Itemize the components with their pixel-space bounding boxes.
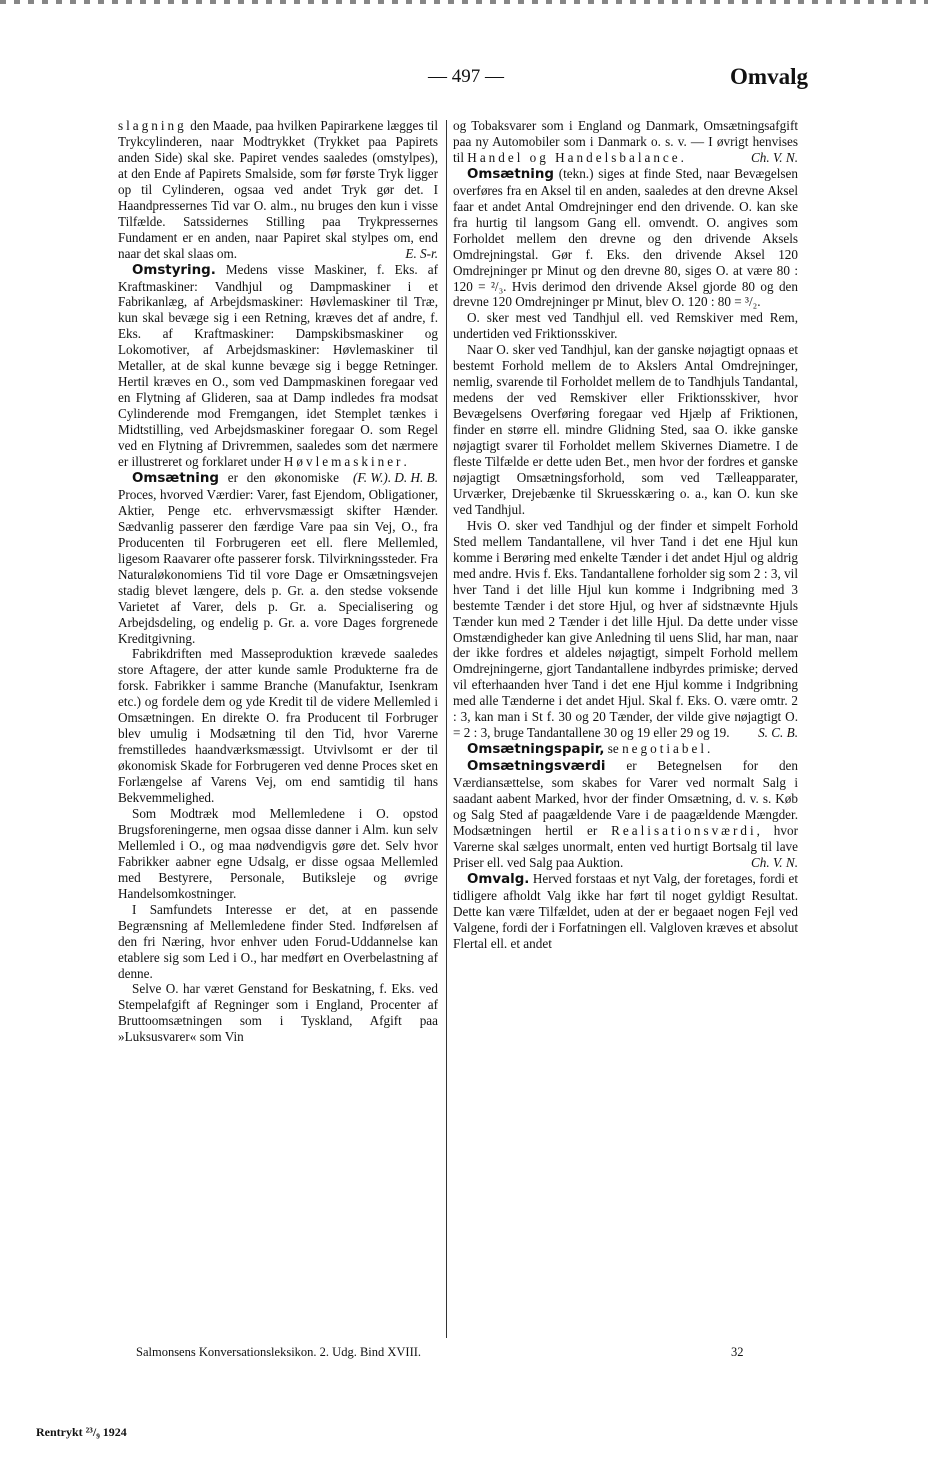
article-paragraph: [118, 806, 438, 902]
article-paragraph: [453, 310, 798, 342]
paragraph-text: er den økonomiske Proces, hvorved Værdier: Varer, fast Ejendom, Obligationer, Aktier, Penge etc. erhvervsmæssigt skifter Hænder. Sædvanlig passerer den færdige Vare paa sin Vej, O., fra Producenten til Forbrugeren eet ell. flere Mellemled, ligesom Raavarer ofte passerer forsk. Tilvirkningssteder. Fra Naturaløkonomiens Tid til vore Dage er Omsætningsvejen stadig blevet længere, dels p. Gr. a. den stedse voksende Varietet af Varer, dels p. Gr. a. Specialisering og Arbejdsdeling, og endelig p. Gr. a. vore Dages forgrenede Kreditgivning.: [118, 469, 438, 646]
paragraph-text: Medens visse Maskiner, f. Eks. af Kraftmaskiner: Vandhjul og Dampmaskiner i et Fabrikanlæg, af Arbejdsmaskiner: Høvlemaskiner til Træ, kun skal bevæge sig i een Retning, kræves det af andre, f. Eks. af Kraftmaskiner: Dampskibsmaskiner og Lokomotiver, af Arbejdsmaskiner: Høvlemaskiner til Metaller, at de skal kunne bevæge sig i begge Retninger. Hertil kræves en O., som ved Dampmaskinen foregaar ved en Flytning af Glideren, saa at Damp indledes fra modsat Cylinderende mod Fremgangen, idet Stemplet tænkes i Midtstilling, ved Arbejdsmaskiner foregaar O. som Regel ved en Flytning af Drivremmen, saaledes som det nærmere er illustreret og forklaret under: [118, 261, 438, 470]
entry-headword: Omstyring.: [132, 262, 216, 278]
paragraph-text-tail: .: [403, 454, 407, 470]
article-paragraph: [453, 166, 798, 311]
paragraph-text: (tekn.) siges at finde Sted, naar Bevægelsen overføres fra en Aksel til en anden, saaledes at den drevne Aksel faar et andet Antal Omdrejninger end den drivende. O. kan ske fra hurtig til langsom Gang ell. omvendt. O. angives som Forholdet mellem den drevne og den drivende Aksels Omdrejningstal. Gør f. Eks. den drivende Aksel 120 Omdrejninger pr Minut og den drevne 80, siges O. at være 80 : 120 = ²/₃. Hvis derimod den drivende Aksel gjorde 80 og den drevne 120 Omdrejninger pr Minut, blev O. 120 : 80 = ³/₂.: [453, 165, 798, 310]
article-paragraph: [453, 871, 798, 952]
cross-reference: negotiabel: [622, 741, 707, 757]
article-paragraph: [118, 646, 438, 806]
reprint-note: Rentrykt ²³/₉ 1924: [36, 1425, 127, 1439]
entry-headword: Omsætningspapir,: [467, 742, 605, 758]
paragraph-text-tail: .: [680, 149, 684, 165]
article-paragraph: [118, 470, 438, 646]
left-column: [118, 118, 438, 1045]
article-paragraph: [453, 342, 798, 517]
paragraph-text-tail: .: [707, 741, 711, 757]
paragraph-text: Herved forstaas et nyt Valg, der foretages, fordi et tidligere afholdt Valg ikke har ført til noget gyldigt Resultat. Dette kan være Tilfældet, uden at der er begaaet nogen Fejl ved Valgene, fordi der i Forfatningen ell. Valgloven kræves et absolut Flertal ell. et andet: [453, 870, 798, 951]
cross-reference: Handel og Handelsbalance: [467, 149, 681, 165]
page-header: [0, 66, 928, 96]
entry-headword: Omvalg.: [467, 871, 530, 887]
paragraph-text-tail: , hvor Varerne skal sælges unormalt, enten ved hurtigt Bortsalg til lave Priser ell. ved Salg paa Auktion.: [453, 822, 798, 870]
article-paragraph: [118, 981, 438, 1045]
article-paragraph: [453, 518, 798, 741]
author-signature: (F. W.). D. H. B.: [353, 469, 438, 485]
paragraph-text: se: [604, 741, 623, 757]
article-paragraph: [453, 758, 798, 871]
article-paragraph: [453, 741, 798, 758]
entry-headword: Omsætning: [132, 470, 219, 486]
author-signature: Ch. V. N.: [750, 149, 798, 165]
paragraph-text: Selve O. har været Genstand for Beskatning, f. Eks. ved Stempelafgift af Regninger som i England, Procenter af Bruttoomsætningen som i Tyskland, Afgift paa »Luksusvarer« som Vin: [118, 981, 438, 1045]
page-number: — 497 —: [428, 66, 504, 87]
paragraph-text: Fabrikdriften med Masseproduktion krævede saaledes store Aftagere, der atter kunde samle Produkterne fra de forsk. Fabrikker i samme Branche (Manufaktur, Isenkram etc.) og fordele dem og yde Kredit til de videre Mellemled i Omsætningen. En direkte O. fra Producent til Forbruger blev umulig i Modsætning til den Tid, hvor Varerne fremstilledes haandværksmæssigt. Utvivlsomt er der til økonomisk Skade for Forbrugeren ved denne Proces sket en Forlængelse af Varens Vej, om end samtidig til hans Bekvemmelighed.: [118, 646, 438, 806]
paragraph-text: Som Modtræk mod Mellemledene i O. opstod Brugsforeningerne, men ogsaa disse danner i Alm. kun selv Mellemled i O., og maa nødvendigvis gøre det. Selv hvor Fabrikker aabner egne Udsalg, er disse ogsaa Mellemled med Bestyrere, Personale, Butiksleje og øvrige Handelsomkostninger.: [118, 805, 438, 901]
top-edge-rule: [0, 0, 928, 4]
article-paragraph: [453, 118, 798, 166]
paragraph-text: Hvis O. sker ved Tandhjul og der finder et simpelt Forhold Sted mellem Tandantallene, vil hver Tand i det ene Hjul kun komme i Berøring med enkelte Tænder i det andet Hjul og aldrig med andre. Hvis f. Eks. Tandantallene forholder sig som 2 : 3, vil hver Tand i det lille Hjul kun komme i Indgribning med 3 bestemte Tænder i det store Hjul, og hver af sidstnævnte Hjuls Tænder kun med 2 Tænder i det lille Hjul. Da dette under visse Omstændigheder kan give Anledning til uens Slid, har man, naar der ikke fordres et aldeles nøjagtigt, simpelt Forhold mellem Omdrejningerne, gjort Tandantallene indbyrdes primiske; derved vil efterhaanden hver Tand i det ene Hjul komme i Indgribning med alle Tænderne i det andet Hjul. Skal f. Eks. O. være omtr. 2 : 3, kan man i St f. 30 og 20 Tænder, der vilde give nøjagtigt O. = 2 : 3, bruge Tandantallene 30 og 19 eller 29 og 19.: [453, 517, 798, 741]
author-signature: S. C. B.: [758, 725, 798, 741]
entry-headword: Omsætning: [467, 166, 554, 182]
sheet-number: 32: [731, 1345, 744, 1359]
cross-reference: slagning: [118, 118, 187, 133]
author-signature: E. S-r.: [405, 245, 438, 261]
author-signature: Ch. V. N.: [750, 854, 798, 870]
cross-reference: Høvlemaskiner: [283, 454, 404, 470]
running-head: Omvalg: [730, 64, 808, 89]
paragraph-text: er Betegnelsen for den Værdiansættelse, som skabes for Varer ved normalt Salg i saadant aabent Marked, hvor der finder Omsætning, d. v. s. Køb og Salg Sted af paagældende Vare i de paagældende Mængder. Modsætningen hertil er: [453, 758, 798, 838]
article-paragraph: [118, 118, 438, 262]
article-paragraph: [118, 902, 438, 982]
cross-reference: Realisationsværdi: [611, 822, 757, 838]
entry-headword: Omsætningsværdi: [467, 759, 606, 775]
paragraph-text: Naar O. sker ved Tandhjul, kan der ganske nøjagtigt opnaas et bestemt Forhold mellem de to Akslers Antal Omdrejninger, nemlig, svarende til Forholdet mellem de to Tandhjuls Tandantal, medens der ved Remskiver eller Friktionsskiver, hvor Bevægelsens Overføring foregaar ved Hjælp af Friktionen, finder en større ell. mindre Glidning Sted, saa O. ikke ganske nøjagtigt svarer til Forholdet mellem Skivernes Diametre. I de fleste Tilfælde er dette uden Bet., men hvor der fordres et ganske nøjagtigt Omsætningsforhold, som ved Tælleapparater, Urværker, Drejebænke til Skruesskæring o. a., kan O. kun ske ved Tandhjul.: [453, 342, 798, 517]
paragraph-text-tail: den Maade, paa hvilken Papirarkene lægges til Trykcylinderen, naar Modtrykket (Trykket paa Papirets anden Side) skal ske. Papiret vendes saaledes (omstylpes), at den Ende af Papirets Smalside, som før første Tryk ligger op til Cylinderen, ogsaa ved andet Tryk gør det. I Haandpressernes Tid var O. alm., nu bruges den kun i visse Tilfælde. Satssidernes Stilling paa Trykpressernes Fundament er en anden, naar Papiret skal stylpes om, end naar det skal slaas om.: [118, 118, 438, 261]
paragraph-text: I Samfundets Interesse er det, at en passende Begrænsning af Mellemledene finder Sted. Indførelsen af den fri Næring, hvor enhver uden Forud-Uddannelse kan etablere sig som Led i O., har medført en Overbelastning af denne.: [118, 901, 438, 981]
paragraph-text: O. sker mest ved Tandhjul ell. ved Remskiver med Rem, undertiden ved Friktionsskiver.: [453, 310, 798, 342]
paragraph-text: og Tobaksvarer som i England og Danmark, Omsætningsafgift paa ny Automobiler som i Danmark o. s. v. — I øvrigt henvises til: [453, 118, 798, 165]
publication-line: Salmonsens Konversationsleksikon. 2. Udg. Bind XVIII.: [136, 1345, 422, 1359]
column-divider: [446, 120, 447, 1338]
right-column: [453, 118, 798, 952]
